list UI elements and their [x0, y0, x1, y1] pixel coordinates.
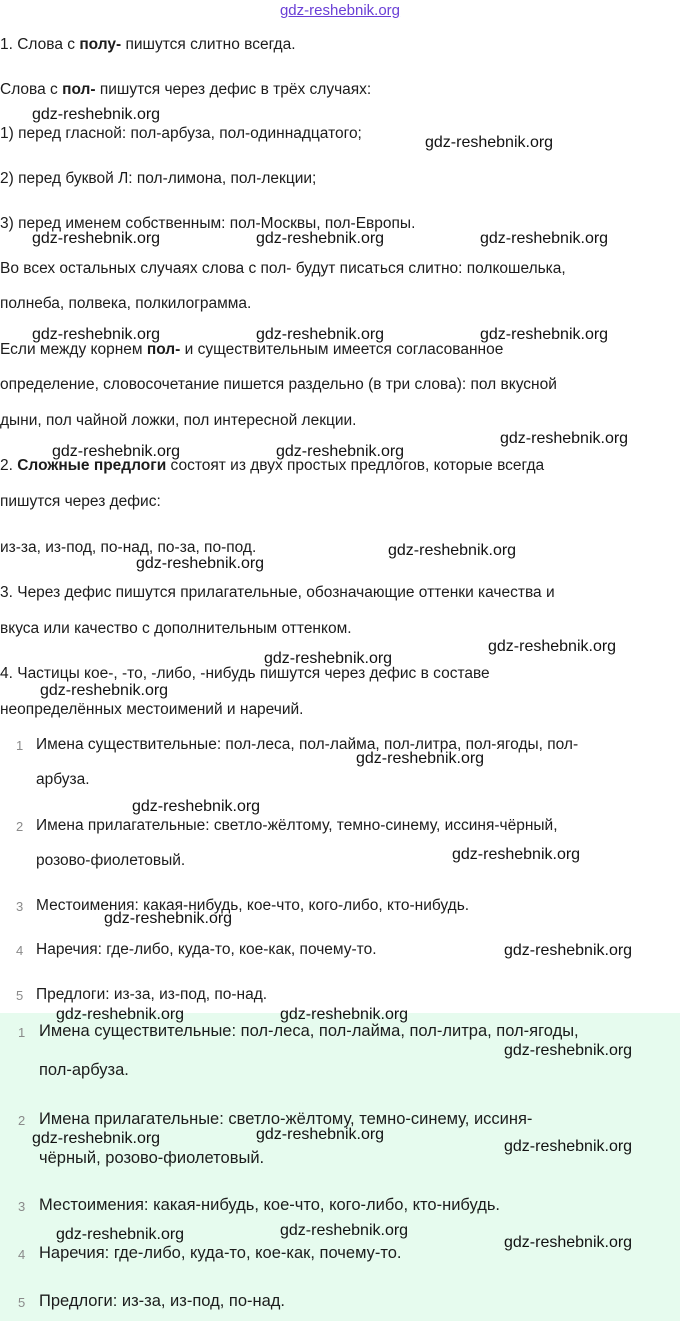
- list-text: Имена существительные: пол-леса, пол-лайма, пол-литра, пол-ягоды,: [39, 1022, 579, 1040]
- watermark: gdz-reshebnik.org: [56, 1006, 185, 1023]
- watermark: gdz-reshebnik.org: [32, 230, 161, 247]
- text: 2.: [0, 457, 18, 474]
- text: Слова с: [0, 81, 63, 98]
- text: Если между корнем: [0, 341, 147, 358]
- watermark: gdz-reshebnik.org: [32, 1130, 161, 1147]
- list-text: Местоимения: какая-нибудь, кое-что, кого-либо, кто-нибудь.: [39, 1196, 501, 1214]
- paragraph-particles-l1: 4. Частицы кое-, -то, -либо, -нибудь пишутся через дефис в составе: [0, 665, 490, 682]
- paragraph-prepositions-l2: пишутся через дефис:: [0, 493, 161, 510]
- paragraph-separate-l2: определение, словосочетание пишется раздельно (в три слова): пол вкусной: [0, 376, 557, 393]
- list-number: 2: [16, 819, 24, 834]
- list-number: 5: [18, 1295, 26, 1310]
- watermark: gdz-reshebnik.org: [132, 798, 261, 815]
- watermark: gdz-reshebnik.org: [488, 638, 617, 655]
- watermark: gdz-reshebnik.org: [32, 106, 161, 123]
- text: 1. Слова с: [0, 36, 80, 53]
- watermark: gdz-reshebnik.org: [276, 443, 405, 460]
- watermark: gdz-reshebnik.org: [504, 1138, 633, 1155]
- paragraph-separate-l3: дыни, пол чайной ложки, пол интересной лекции.: [0, 412, 357, 429]
- watermark: gdz-reshebnik.org: [504, 1234, 633, 1251]
- list-number: 4: [18, 1247, 26, 1262]
- paragraph-rule-2: 2) перед буквой Л: пол-лимона, пол-лекции;: [0, 170, 317, 187]
- watermark: gdz-reshebnik.org: [56, 1226, 185, 1243]
- watermark: gdz-reshebnik.org: [136, 555, 265, 572]
- list-number: 4: [16, 943, 24, 958]
- watermark: gdz-reshebnik.org: [480, 230, 609, 247]
- watermark: gdz-reshebnik.org: [104, 910, 233, 927]
- watermark: gdz-reshebnik.org: [280, 1006, 409, 1023]
- paragraph-adjectives-l1: 3. Через дефис пишутся прилагательные, обозначающие оттенки качества и: [0, 584, 555, 601]
- list-number: 2: [18, 1113, 26, 1128]
- bold-text: пол-: [62, 81, 96, 98]
- watermark: gdz-reshebnik.org: [256, 230, 385, 247]
- list-text: Наречия: где-либо, куда-то, кое-как, почему-то.: [36, 941, 377, 958]
- bold-text: Сложные предлоги: [17, 457, 167, 474]
- list-text: Имена существительные: пол-леса, пол-лайма, пол-литра, пол-ягоды, пол-: [36, 736, 579, 753]
- bold-text: пол-: [146, 341, 181, 358]
- list-number: 3: [18, 1199, 26, 1214]
- watermark: gdz-reshebnik.org: [264, 650, 393, 667]
- watermark: gdz-reshebnik.org: [425, 134, 554, 151]
- list-text: чёрный, розово-фиолетовый.: [39, 1149, 265, 1167]
- bold-text: полу-: [79, 36, 122, 53]
- list-text: Предлоги: из-за, из-под, по-над.: [36, 986, 268, 1003]
- list-text: Имена прилагательные: светло-жёлтому, темно-синему, иссиня-чёрный,: [36, 817, 558, 834]
- paragraph-other-l2: полнеба, полвека, полкилограмма.: [0, 295, 252, 312]
- watermark: gdz-reshebnik.org: [452, 846, 581, 863]
- paragraph-pol: [0, 80, 680, 100]
- list-number: 5: [16, 988, 24, 1003]
- list-text: Местоимения: какая-нибудь, кое-что, кого-либо, кто-нибудь.: [36, 897, 470, 914]
- watermark: gdz-reshebnik.org: [504, 942, 633, 959]
- list-text: Имена прилагательные: светло-жёлтому, темно-синему, иссиня-: [39, 1110, 533, 1128]
- list-number: 3: [16, 899, 24, 914]
- paragraph-other-l1: Во всех остальных случаях слова с пол- будут писаться слитно: полкошелька,: [0, 260, 566, 277]
- watermark: gdz-reshebnik.org: [40, 682, 169, 699]
- watermark: gdz-reshebnik.org: [32, 326, 161, 343]
- watermark: gdz-reshebnik.org: [388, 542, 517, 559]
- paragraph-examples: из-за, из-под, по-над, по-за, по-под.: [0, 539, 257, 556]
- list-text: розово-фиолетовый.: [36, 852, 186, 869]
- watermark: gdz-reshebnik.org: [500, 430, 629, 447]
- watermark: gdz-reshebnik.org: [480, 326, 609, 343]
- list-text: пол-арбуза.: [39, 1061, 129, 1079]
- site-header-link[interactable]: gdz-reshebnik.org: [279, 2, 401, 19]
- paragraph-rule-3: 3) перед именем собственным: пол-Москвы, пол-Европы.: [0, 215, 416, 232]
- watermark: gdz-reshebnik.org: [280, 1222, 409, 1239]
- paragraph-adjectives-l2: вкуса или качество с дополнительным оттенком.: [0, 620, 352, 637]
- list-text: Предлоги: из-за, из-под, по-над.: [39, 1292, 285, 1310]
- list-text: Наречия: где-либо, куда-то, кое-как, почему-то.: [39, 1244, 402, 1262]
- watermark: gdz-reshebnik.org: [356, 750, 485, 767]
- paragraph-polu: [0, 35, 680, 55]
- watermark: gdz-reshebnik.org: [504, 1042, 633, 1059]
- watermark: gdz-reshebnik.org: [256, 326, 385, 343]
- text: состоят из двух простых предлогов, которые всегда: [166, 457, 545, 474]
- list-number: 1: [18, 1025, 26, 1040]
- list-text: арбуза.: [36, 771, 90, 788]
- watermark: gdz-reshebnik.org: [52, 443, 181, 460]
- text: пишутся слитно всегда.: [121, 36, 296, 53]
- paragraph-particles-l2: неопределённых местоимений и наречий.: [0, 701, 304, 718]
- list-number: 1: [16, 738, 24, 753]
- paragraph-rule-1: 1) перед гласной: пол-арбуза, пол-одиннадцатого;: [0, 125, 362, 142]
- text: и существительным имеется согласованное: [180, 341, 504, 358]
- watermark: gdz-reshebnik.org: [256, 1126, 385, 1143]
- text: пишутся через дефис в трёх случаях:: [95, 81, 372, 98]
